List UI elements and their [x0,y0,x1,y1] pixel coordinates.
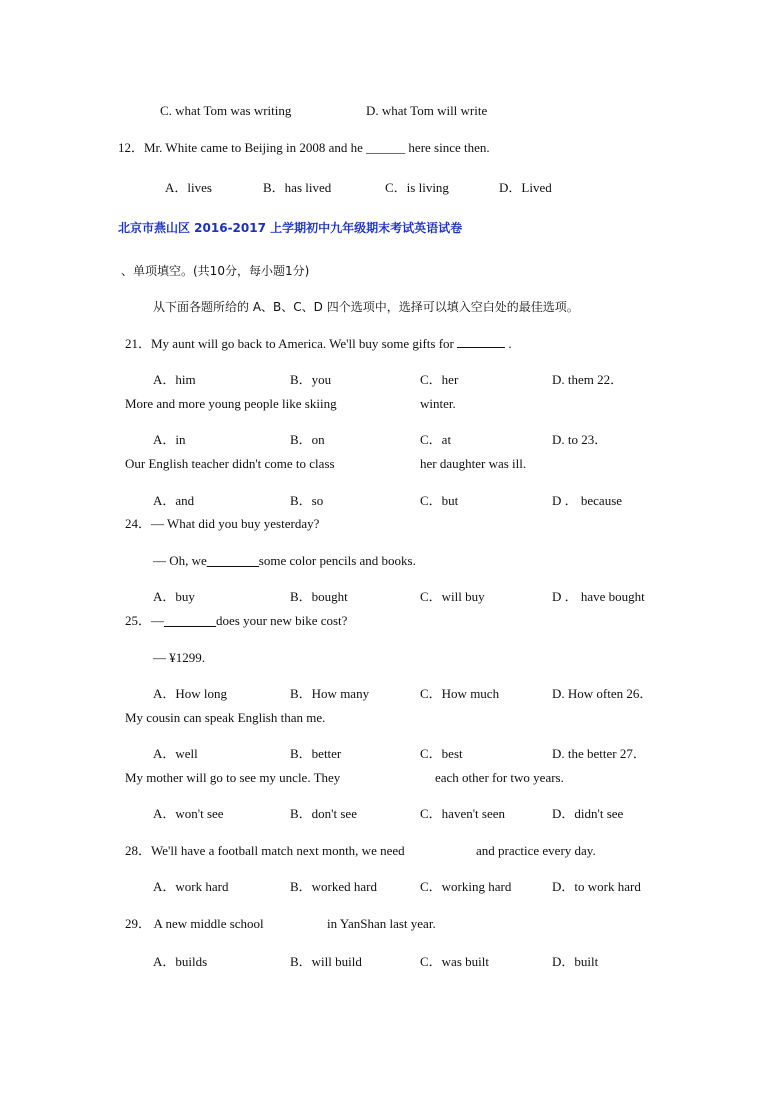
q12-option-d: D．Lived [499,180,552,195]
q27-option-c: C．haven't seen [420,806,506,821]
q25-stem [125,613,347,629]
q24-option-d: D ． have bought [552,589,645,604]
q25-stem-before: 25．— [125,613,165,628]
q29-option-b: B．will build [290,954,362,969]
q24-reply-before: — Oh, we [153,553,207,568]
q23-option-c: C．but [420,493,459,508]
q24-option-a: A．buy [153,589,195,604]
q24-blank: ________ [206,553,259,568]
q25-blank: ________ [164,613,217,628]
q25-option-d: D. How often 26． [552,686,653,701]
q11-option-d: D. what Tom will write [366,103,488,118]
q24-stem: 24．— What did you buy yesterday? [125,516,320,531]
q23-option-d: D ． because [552,493,623,508]
q21-blank [457,336,505,348]
q21-option-d: D. them 22． [552,372,624,387]
q29-option-a: A．builds [153,954,208,969]
q26-option-a: A．well [153,746,198,761]
q29-option-c: C．was built [420,954,489,969]
q24-reply [153,553,416,569]
q25-reply: — ¥1299. [153,650,205,665]
part1-heading: 、单项填空。(共10分，每小题1分) [121,264,310,278]
q22-stem-left: More and more young people like skiing [125,396,337,411]
q23-option-a: A．and [153,493,195,508]
q22-option-b: B．on [290,432,325,447]
q27-option-b: B．don't see [290,806,357,821]
q28-stem-left: 28．We'll have a football match next month, we need [125,843,405,858]
q26-option-c: C．best [420,746,463,761]
q25-option-c: C．How much [420,686,500,701]
q26-option-b: B．better [290,746,342,761]
q25-stem-after: does your new bike cost? [216,613,348,628]
q11-option-c: C. what Tom was writing [160,103,292,118]
q21-stem-text: 21．My aunt will go back to America. We'll buy some gifts for [125,336,454,351]
q26-option-d: D. the better 27． [552,746,646,761]
q22-option-d: D. to 23． [552,432,608,447]
q23-stem-left: Our English teacher didn't come to class [125,456,335,471]
q21-option-c: C．her [420,372,459,387]
q12-stem-after: here since then. [408,140,490,155]
q23-option-b: B．so [290,493,324,508]
q12-stem [118,140,490,156]
part1-instruction: 从下面各题所给的 A、B、C、D 四个选项中，选择可以填入空白处的最佳选项。 [153,300,579,314]
q24-option-b: B．bought [290,589,348,604]
q28-option-b: B．worked hard [290,879,378,894]
q25-option-b: B．How many [290,686,370,701]
q22-option-c: C．at [420,432,452,447]
q28-option-c: C．working hard [420,879,512,894]
q27-stem-right: each other for two years. [435,770,564,785]
q27-option-d: D．didn't see [552,806,624,821]
q28-option-d: D．to work hard [552,879,641,894]
q29-stem-right: in YanShan last year. [327,916,436,931]
q21-option-a: A．him [153,372,196,387]
q12-option-c: C．is living [385,180,449,195]
q12-option-a: A．lives [165,180,212,195]
q12-stem-before: 12．Mr. White came to Beijing in 2008 and he [118,140,363,155]
q12-blank: ______ [366,140,406,155]
q27-stem-left: My mother will go to see my uncle. They [125,770,341,785]
q24-reply-after: some color pencils and books. [258,553,416,568]
section-title: 北京市燕山区 2016-2017 上学期初中九年级期末考试英语试卷 [118,221,463,235]
q27-option-a: A．won't see [153,806,224,821]
q22-option-a: A．in [153,432,186,447]
q21-stem [125,336,512,352]
q23-stem-right: her daughter was ill. [420,456,527,471]
q21-option-b: B．you [290,372,332,387]
q28-stem-right: and practice every day. [476,843,596,858]
q22-stem-right: winter. [420,396,456,411]
q26-stem: My cousin can speak English than me. [125,710,326,725]
q28-option-a: A．work hard [153,879,229,894]
q29-stem-left: 29． A new middle school [125,916,264,931]
q29-option-d: D．built [552,954,599,969]
q24-option-c: C．will buy [420,589,485,604]
q25-option-a: A．How long [153,686,228,701]
q12-option-b: B．has lived [263,180,332,195]
q21-stem-end: . [508,336,512,351]
